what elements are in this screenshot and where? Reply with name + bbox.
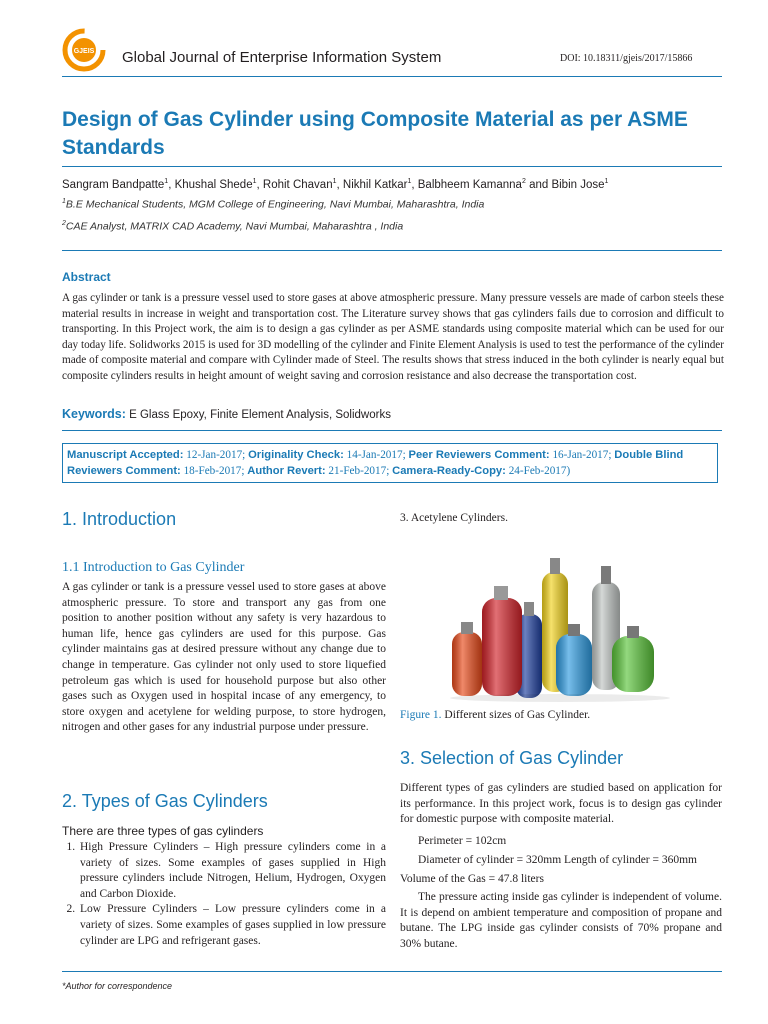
- affil-rule: [62, 250, 722, 251]
- section-3-para-2: The pressure acting inside gas cylinder is independent of volume. It is depend on ambient temperature and composition of propane and butane. The LPG inside gas cylinder consists of 70% propane and 30% butane.: [400, 891, 722, 950]
- section-3-para-1: Different types of gas cylinders are studied based on application for its performance. In this project work, focus is to design gas cylinder for domestic purpose with composite material.: [400, 782, 722, 826]
- section-1-heading: 1. Introduction: [62, 509, 177, 529]
- section-2-intro: There are three types of gas cylinders: [62, 824, 264, 838]
- abstract-rule: [62, 430, 722, 431]
- subsection-1-1-heading: 1.1 Introduction to Gas Cylinder: [62, 560, 245, 575]
- section-2-heading: 2. Types of Gas Cylinders: [62, 791, 268, 811]
- manuscript-dates-box: Manuscript Accepted: 12-Jan-2017; Originality Check: 14-Jan-2017; Peer Reviewers Comment: 16-Jan-2017; Double Blind Reviewers Comment: 18-Feb-2017; Author Revert: 21-Feb-2017; Camera-Ready-Copy: 24-Feb-2017): [62, 443, 718, 483]
- author-list: Sangram Bandpatte$^1$, Khushal Shede$^1$, Rohit Chavan$^1$, Nikhil Katkar$^1$, Balbheem Kamanna$^2$ and Bibin Jose$^1$: [62, 178, 609, 191]
- journal-logo: [62, 28, 106, 72]
- author: Sangram Bandpatte: [62, 178, 165, 191]
- author: Nikhil Katkar: [342, 178, 408, 191]
- author: Bibin Jose: [551, 178, 605, 191]
- volume-value: Volume of the Gas = 47.8 liters: [400, 873, 544, 885]
- dimensions-value: Diameter of cylinder = 320mm Length of cylinder = 360mm: [418, 854, 697, 866]
- journal-name: Global Journal of Enterprise Information System: [122, 49, 442, 66]
- cylinder-type-list: [62, 840, 386, 949]
- paper-title: Design of Gas Cylinder using Composite Material as per ASME Standards: [62, 108, 688, 159]
- section-3-heading: 3. Selection of Gas Cylinder: [400, 748, 624, 768]
- affiliation-2: $^2$CAE Analyst, MATRIX CAD Academy, Navi Mumbai, Maharashtra , India: [62, 220, 404, 233]
- list-item: 2. Low Pressure Cylinders – Low pressure cylinders come in a variety of sizes. Some examples of gases supplied in low pressure cylinder are LPG and refrigerant gases.: [78, 902, 386, 949]
- header-rule: [62, 76, 722, 77]
- doi[interactable]: DOI: 10.18311/gjeis/2017/15866: [560, 53, 693, 64]
- abstract-text: A gas cylinder or tank is a pressure vessel used to store gases at above atmospheric pressure. Many pressure vessels are made of carbon steels these material results in increase in weight and transportation cost. The Literature survey shows that gas cylinders fails due to corrosion and difficult to transporting. In this Project work, the aim is to design a gas cylinder as per ASME standards using composite material which can be used for our day today life. Solidworks 2015 is used for 3D modelling of the cylinder and Finite Element Analysis is used to test the performance of the cylinder made of composite material and compare with Cylinder made of Steel. The results shows that stress induced in the both cylinder is nearly equal but composite cylinders results in height amount of weight saving and corrosion resistance and also decrease the transportation cost.: [62, 292, 724, 382]
- list-item-3: 3. Acetylene Cylinders.: [400, 512, 508, 524]
- keywords: Keywords: E Glass Epoxy, Finite Element Analysis, Solidworks: [62, 407, 391, 421]
- perimeter-value: Perimeter = 102cm: [418, 835, 507, 847]
- footer-rule: [62, 971, 722, 972]
- gas-cylinders-figure: [430, 548, 692, 702]
- author: Rohit Chavan: [262, 178, 333, 191]
- author: Balbheem Kamanna: [417, 178, 522, 191]
- logo-text: GJEIS: [73, 48, 95, 55]
- affiliation-1: $^1$B.E Mechanical Students, MGM College of Engineering, Navi Mumbai, Maharashtra, India: [62, 198, 485, 211]
- figure-1-caption: Figure 1. Different sizes of Gas Cylinder.: [400, 709, 591, 721]
- list-item: 1. High Pressure Cylinders – High pressure cylinders come in a variety of sizes. Some examples of gases supplied in High pressure cylinders include Nitrogen, Helium, Hydrogen, Oxygen and Carbon Dioxide.: [78, 840, 386, 902]
- title-rule: [62, 166, 722, 167]
- section-1-text: A gas cylinder or tank is a pressure vessel used to store gases at above atmospheric pressure. To store and transport any gas from one position to another position without any safety is very hazardous to human life, hence gas cylinders are used for this purpose. Gas cylinder maintains gas at desired pressure without any change due to change in temperature. Gas cylinder not only used to store liquefied petroleum gas which is used for household purpose but also other gases such as Oxygen used in hospital incase of any emergency, to store oxygen and acetylene for welding purpose, to store hydrogen, nitrogen and other gases for any industrial purpose under pressure.: [62, 581, 386, 734]
- author: Khushal Shede: [174, 178, 253, 191]
- abstract-heading: Abstract: [62, 270, 111, 284]
- footnote: *Author for correspondence: [62, 981, 173, 991]
